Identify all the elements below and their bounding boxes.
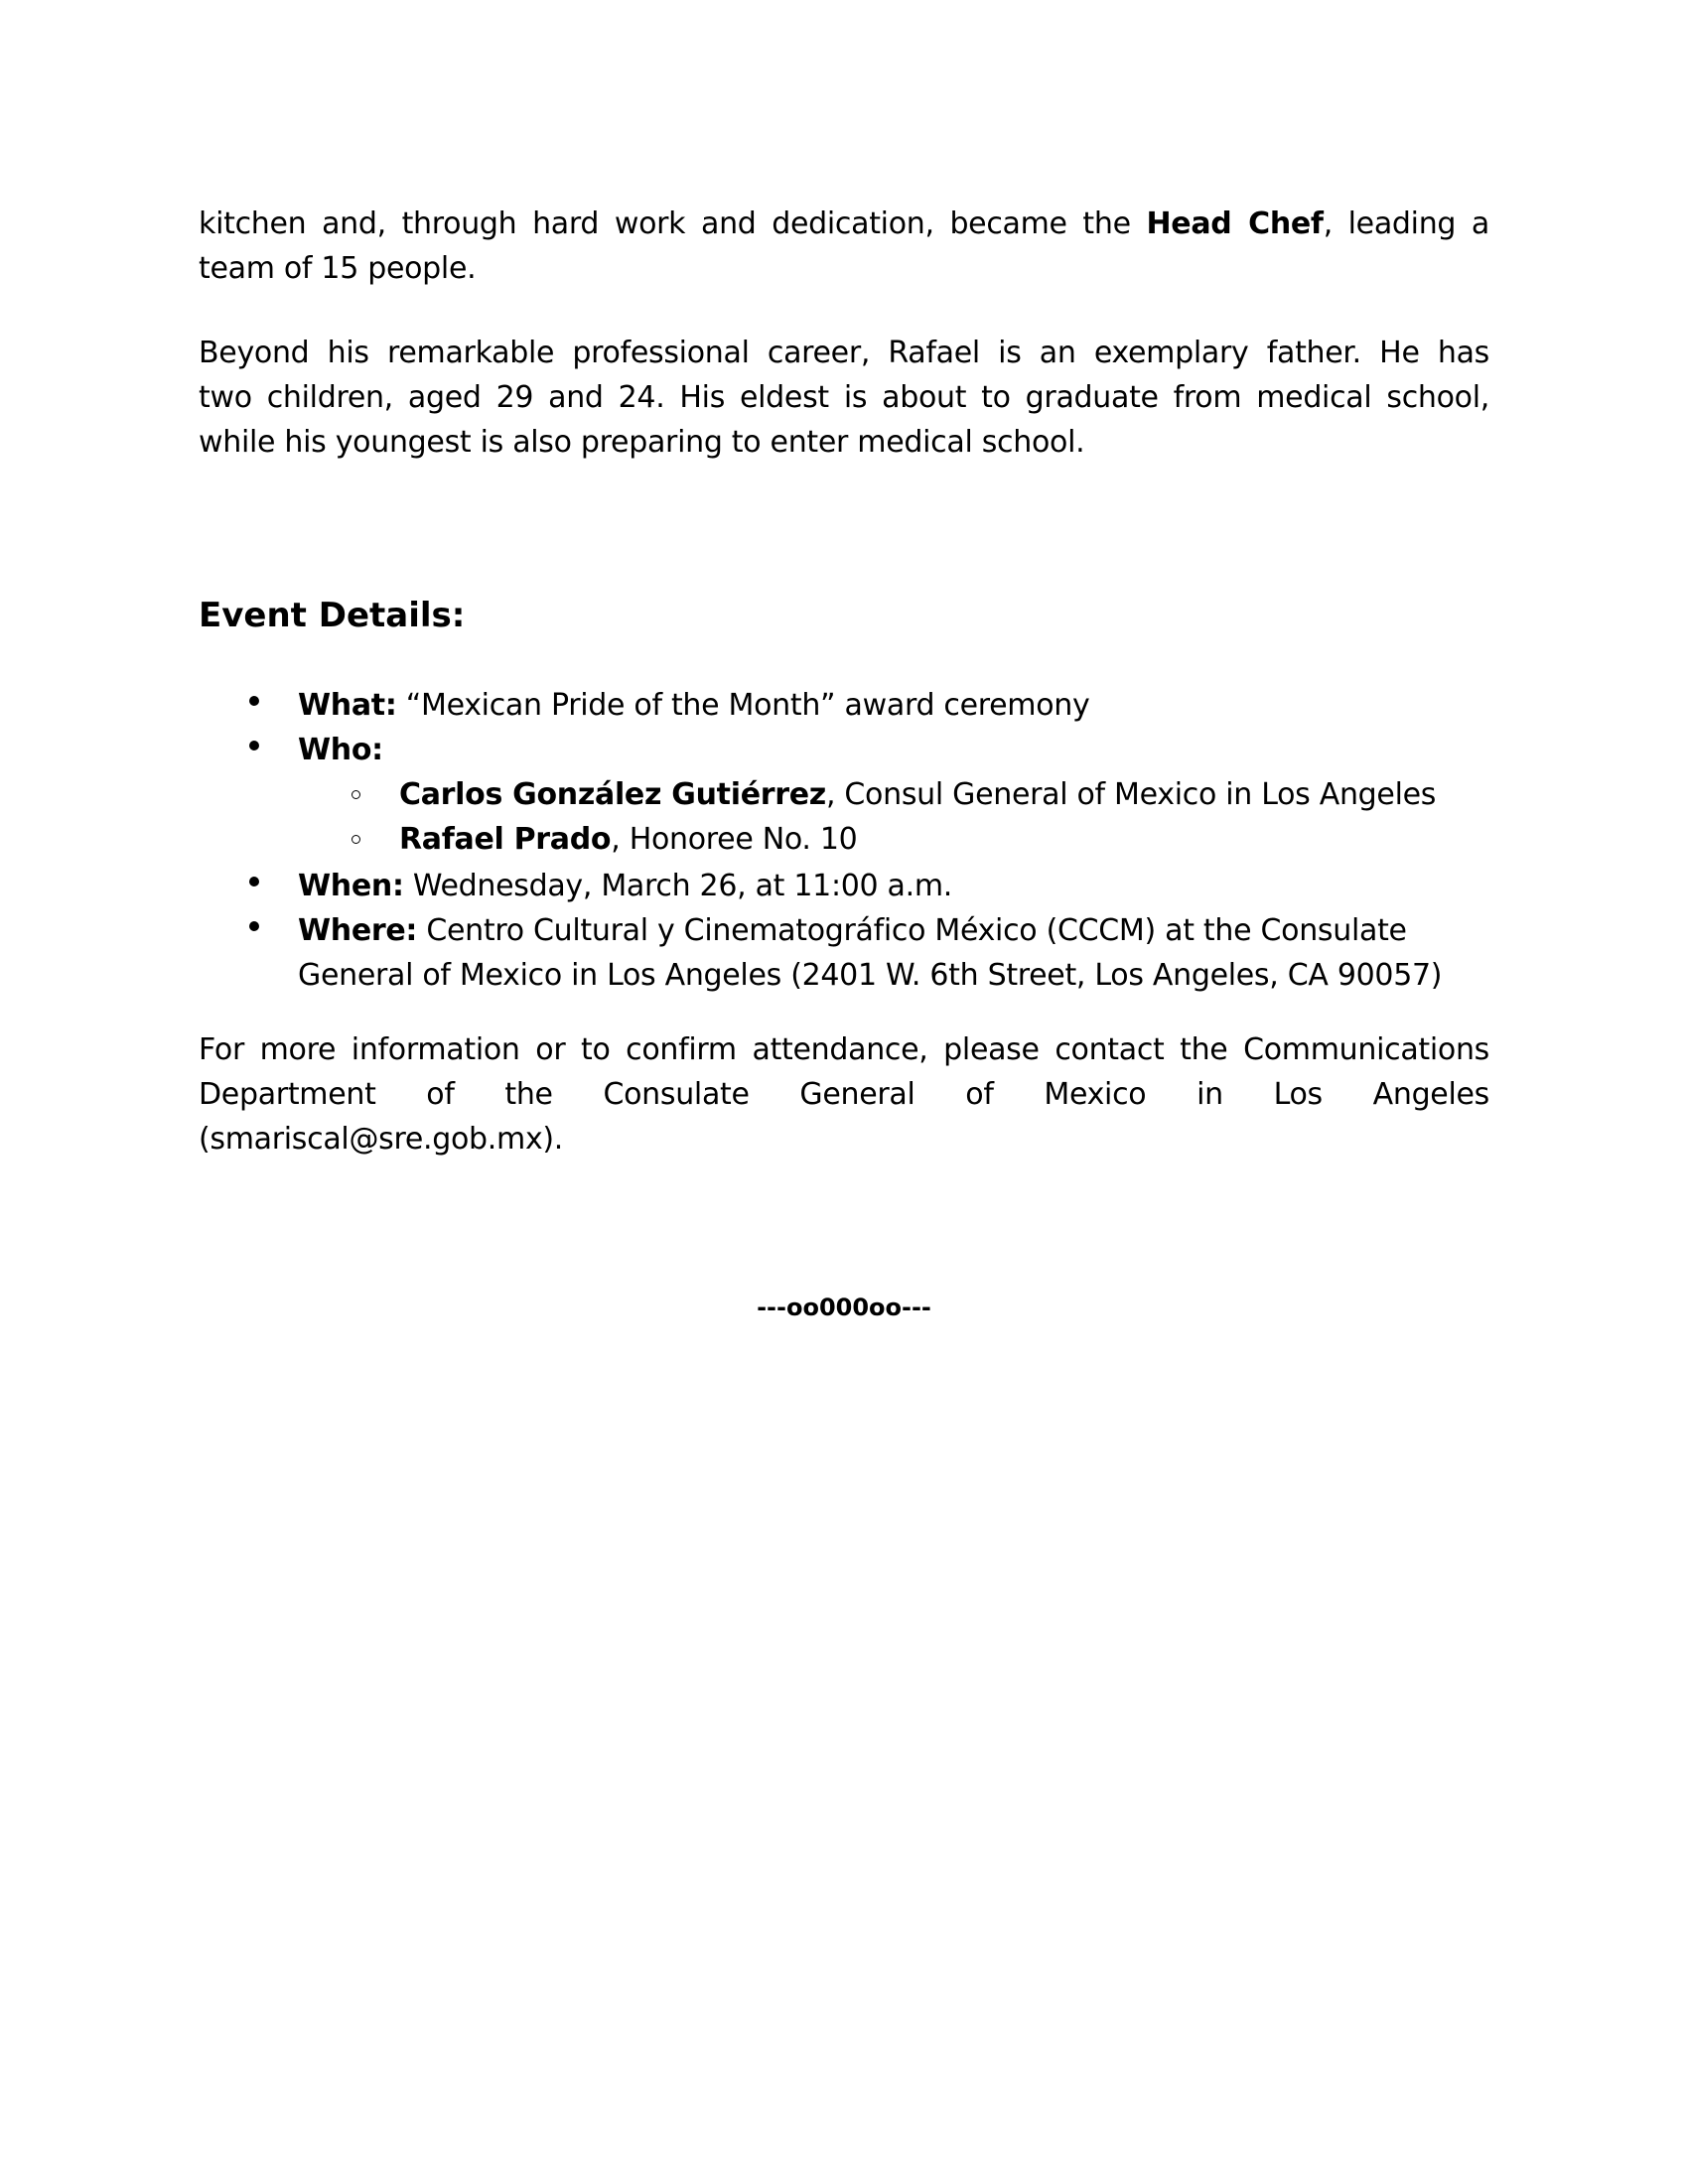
list-item-where (298, 908, 1407, 953)
consul-role: , Consul General of Mexico in Los Angeles (825, 777, 1437, 812)
paragraph-2-line-2: two children, aged 29 and 24. His eldest is about to graduate from medical school, (199, 380, 1489, 415)
what-label: What: (298, 688, 397, 723)
bullet-icon (249, 877, 259, 887)
paragraph-1-line-1 (199, 202, 1489, 246)
head-chef-bold: Head Chef (1146, 206, 1324, 241)
paragraph-text: , leading a (1323, 206, 1489, 241)
contact-line-3: (smariscal@sre.gob.mx). (199, 1122, 564, 1157)
honoree-role: , Honoree No. 10 (611, 822, 858, 857)
when-label: When: (298, 869, 404, 903)
paragraph-2-line-3: while his youngest is also preparing to enter medical school. (199, 425, 1085, 460)
where-label: Where: (298, 913, 418, 948)
contact-line-1: For more information or to confirm attendance, please contact the Communications (199, 1032, 1489, 1067)
event-details-heading: Event Details: (199, 596, 466, 635)
list-item-when (298, 864, 952, 908)
where-value-line-2: General of Mexico in Los Angeles (2401 W. 6th Street, Los Angeles, CA 90057) (298, 958, 1443, 993)
bullet-icon (249, 921, 259, 931)
list-item-who (298, 728, 383, 772)
honoree-name: Rafael Prado (399, 822, 612, 857)
list-item-what (298, 683, 1089, 728)
paragraph-1-line-2: team of 15 people. (199, 251, 477, 286)
sub-list-item-honoree (399, 817, 857, 862)
contact-line-2: Department of the Consulate General of Mexico in Los Angeles (199, 1077, 1489, 1112)
who-label: Who: (298, 733, 383, 767)
bullet-icon (249, 696, 259, 706)
bullet-icon (249, 741, 259, 751)
sub-bullet-circle-icon (352, 790, 360, 799)
paragraph-2-line-1: Beyond his remarkable professional career, Rafael is an exemplary father. He has (199, 336, 1489, 370)
sub-list-item-consul (399, 772, 1436, 817)
consul-name: Carlos González Gutiérrez (399, 777, 826, 812)
where-value-line-1: Centro Cultural y Cinematográfico México (CCCM) at the Consulate (417, 913, 1407, 948)
when-value: Wednesday, March 26, at 11:00 a.m. (403, 869, 953, 903)
end-separator: ---oo000oo--- (757, 1294, 931, 1321)
sub-bullet-circle-icon (352, 835, 360, 844)
what-value: “Mexican Pride of the Month” award ceremony (396, 688, 1090, 723)
paragraph-text: kitchen and, through hard work and dedication, became the (199, 206, 1147, 241)
